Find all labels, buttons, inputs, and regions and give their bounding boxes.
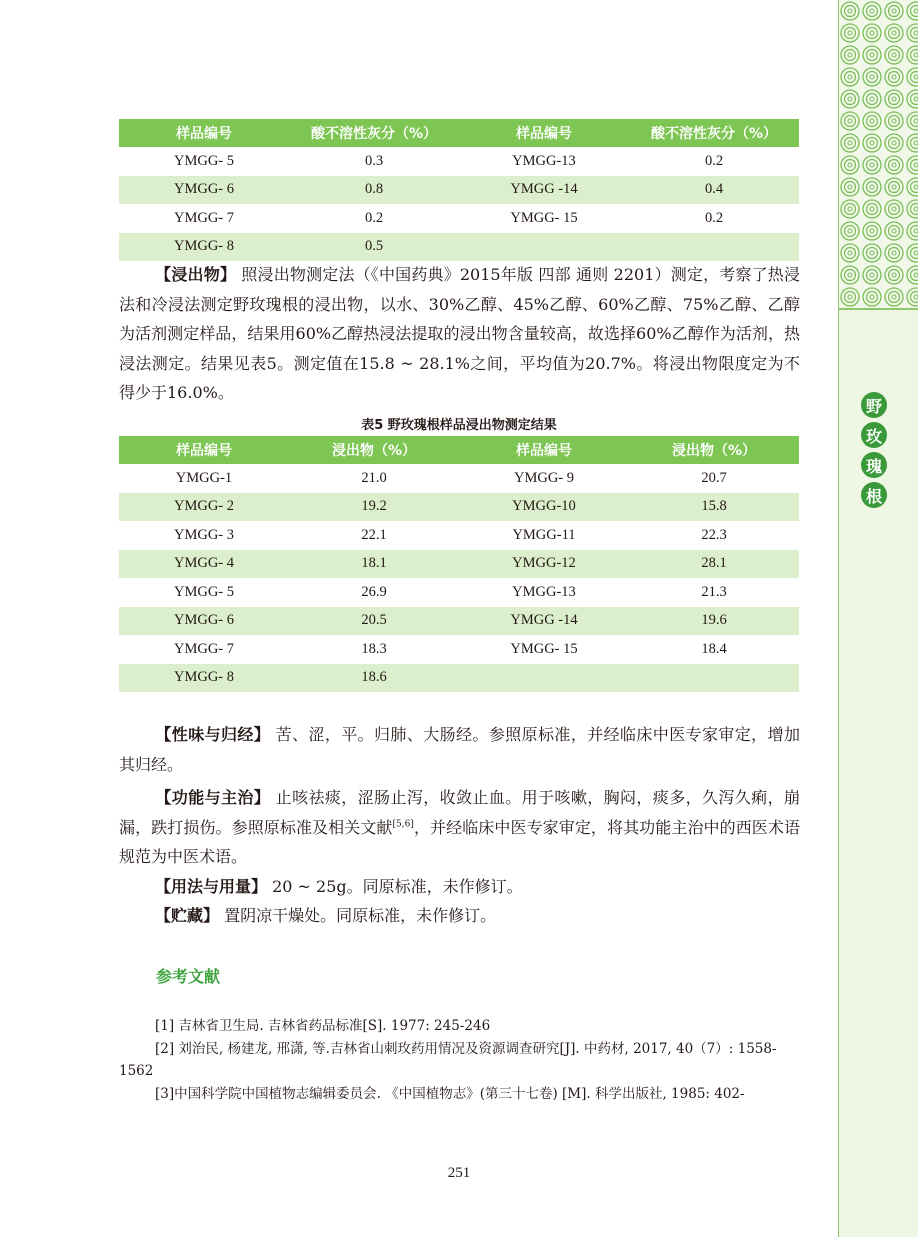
table-caption: 表5 野玫瑰根样品浸出物测定结果 xyxy=(361,418,557,433)
table-cell: 0.2 xyxy=(704,152,724,169)
table-cell: YMGG- 3 xyxy=(173,526,234,543)
table-cell: YMGG-11 xyxy=(512,526,576,543)
section-tag: 【浸出物】 xyxy=(155,265,237,284)
table-cell: 18.3 xyxy=(361,640,387,657)
column-header: 浸出物（%） xyxy=(629,436,799,464)
paragraph-text: 照浸出物测定法（《中国药典》2015年版 四部 通则 2201）测定，考察了热浸法和冷浸法测定野玫瑰根的浸出物，以水、30%乙醇、45%乙醇、60%乙醇、75%乙醇、乙醇为活剂测定样品，结果用60%乙醇热浸法提取的浸出物含量较高，故选择60%乙醇作为活剂，热浸法测定。结果见表5。测定值在15.8 ~ 28.1%之间，平均值为20.7%。将浸出物限度定为不得少于16.0%。 xyxy=(119,265,800,402)
table-row xyxy=(119,521,799,550)
table-cell: YMGG- 8 xyxy=(119,664,289,693)
table-cell: YMGG- 7 xyxy=(173,209,234,226)
table-row xyxy=(119,607,799,636)
paragraph-text: ，并经临床中医专家审定，将其功能主治中的西医术语规范为中医术语。 xyxy=(119,817,800,866)
function-paragraph xyxy=(119,783,800,872)
table-cell: 0.2 xyxy=(704,209,724,226)
table-cell: YMGG- 7 xyxy=(173,640,234,657)
reference-item: [3]中国科学院中国植物志编辑委员会. 《中国植物志》(第三十七卷) [M]. 科学出版社, 1985: 402- xyxy=(155,1085,745,1102)
table-cell xyxy=(459,664,629,693)
references-heading: 参考文献 xyxy=(156,967,221,986)
title-char: 野 xyxy=(861,392,887,418)
table-cell: YMGG- 4 xyxy=(119,550,289,579)
table-cell: 0.8 xyxy=(289,176,459,205)
citation-sup: [5,6] xyxy=(392,819,414,830)
table-cell: 0.4 xyxy=(629,176,799,205)
table-row xyxy=(119,464,799,493)
paragraph-text: 止咳祛痰，涩肠止泻，收敛止血。用于咳嗽，胸闷，痰多，久泻久痢，崩漏，跌打损伤。参照原标准及相关文献 xyxy=(119,788,800,837)
table-cell: 15.8 xyxy=(629,493,799,522)
table-cell: 0.2 xyxy=(364,209,384,226)
table-row xyxy=(119,493,799,522)
table-cell: YMGG- 15 xyxy=(510,640,578,657)
table-cell: 18.1 xyxy=(289,550,459,579)
table-cell: YMGG-10 xyxy=(459,493,629,522)
table-extract-results xyxy=(119,436,799,692)
table-cell: 0.5 xyxy=(289,233,459,262)
reference-item: [2] 刘治民, 杨建龙, 邢潇, 等.吉林省山刺玫药用情况及资源调查研究[J]. 中药材, 2017, 40（7）: 1558-1562 xyxy=(119,1040,777,1079)
section-tag: 【贮藏】 xyxy=(155,906,220,925)
table-cell: YMGG-12 xyxy=(459,550,629,579)
table-row xyxy=(119,204,799,233)
title-char: 瑰 xyxy=(861,452,887,478)
column-header: 酸不溶性灰分（%） xyxy=(289,119,459,147)
paragraph-text: 苦、涩，平。归肺、大肠经。参照原标准，并经临床中医专家审定，增加其归经。 xyxy=(119,725,800,774)
column-header: 样品编号 xyxy=(119,436,289,464)
table-cell: YMGG- 2 xyxy=(119,493,289,522)
cloud-pattern-decoration xyxy=(838,0,918,310)
column-header: 酸不溶性灰分（%） xyxy=(629,119,799,147)
table-cell: 20.5 xyxy=(289,607,459,636)
table-cell xyxy=(629,233,799,262)
table-cell: 22.3 xyxy=(701,526,727,543)
table-cell: 28.1 xyxy=(629,550,799,579)
table-cell: 19.2 xyxy=(289,493,459,522)
table-cell: YMGG- 9 xyxy=(513,469,574,486)
table-row xyxy=(119,233,799,262)
table-cell: 21.3 xyxy=(701,583,727,600)
table-row xyxy=(119,176,799,205)
table-cell xyxy=(629,664,799,693)
column-header: 浸出物（%） xyxy=(289,436,459,464)
table-cell: YMGG- 6 xyxy=(119,607,289,636)
table-row xyxy=(119,635,799,664)
paragraph-text: 置阴凉干燥处。同原标准，未作修订。 xyxy=(224,906,497,925)
title-char: 根 xyxy=(861,482,887,508)
storage-paragraph xyxy=(119,901,800,931)
chapter-title-vertical xyxy=(859,392,889,508)
column-header: 样品编号 xyxy=(119,119,289,147)
table-cell: YMGG- 5 xyxy=(173,152,234,169)
table-header-row xyxy=(119,119,799,147)
section-tag: 【功能与主治】 xyxy=(155,788,271,807)
table-header-row xyxy=(119,436,799,464)
table-cell: YMGG- 15 xyxy=(510,209,578,226)
table-cell: YMGG- 6 xyxy=(119,176,289,205)
table-row xyxy=(119,147,799,176)
table-cell: 26.9 xyxy=(361,583,387,600)
table-row xyxy=(119,664,799,693)
nature-paragraph xyxy=(119,720,800,779)
table-row xyxy=(119,550,799,579)
section-tag: 【性味与归经】 xyxy=(155,725,271,744)
table-cell: YMGG-1 xyxy=(175,469,233,486)
section-tag: 【用法与用量】 xyxy=(155,877,268,896)
extract-paragraph xyxy=(119,260,800,408)
table-cell: YMGG- 8 xyxy=(119,233,289,262)
table-cell: YMGG-13 xyxy=(512,152,576,169)
table-cell: 19.6 xyxy=(629,607,799,636)
page-number: 251 xyxy=(447,1165,471,1181)
table-cell: 18.6 xyxy=(289,664,459,693)
table-cell: YMGG-13 xyxy=(512,583,576,600)
table-cell: 18.4 xyxy=(701,640,727,657)
table-row xyxy=(119,578,799,607)
table-cell: YMGG -14 xyxy=(459,176,629,205)
table-acid-insoluble-ash xyxy=(119,119,799,261)
table-cell: YMGG- 5 xyxy=(173,583,234,600)
table-cell: 21.0 xyxy=(361,469,387,486)
reference-list xyxy=(119,1015,800,1105)
title-char: 玫 xyxy=(861,422,887,448)
column-header: 样品编号 xyxy=(459,119,629,147)
paragraph-text: 20 ~ 25g。同原标准，未作修订。 xyxy=(272,877,523,896)
table-cell: 20.7 xyxy=(701,469,727,486)
reference-item: [1] 吉林省卫生局. 吉林省药品标准[S]. 1977: 245-246 xyxy=(155,1018,491,1034)
table-cell xyxy=(459,233,629,262)
table-cell: 0.3 xyxy=(364,152,384,169)
usage-paragraph xyxy=(119,872,800,902)
column-header: 样品编号 xyxy=(459,436,629,464)
table-cell: YMGG -14 xyxy=(459,607,629,636)
table-cell: 22.1 xyxy=(361,526,387,543)
